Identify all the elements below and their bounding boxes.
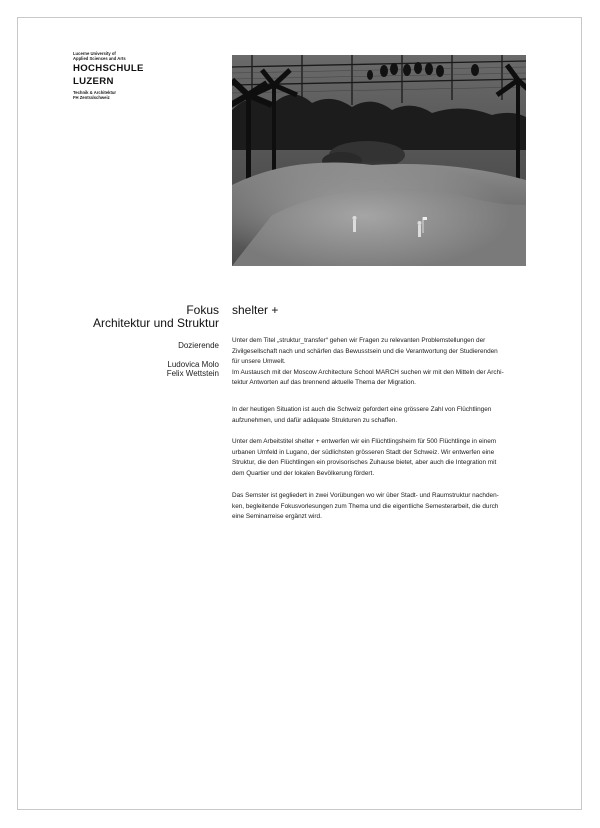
text-line: eine Seminarreise ergänzt wird. — [232, 513, 322, 521]
logo-tagline-1: Lucerne University of — [73, 51, 116, 56]
fokus-subject: Architektur und Struktur — [92, 316, 219, 330]
fokus-label: Fokus — [186, 303, 219, 317]
text-line: In der heutigen Situation ist auch die Schweiz gefordert eine grössere Zahl von Flüchtlingen — [232, 406, 492, 413]
text-line: Unter dem Titel „struktur_transfer“ gehen wir Fragen zu relevanten Problemstellungen der — [232, 337, 486, 344]
logo-name-1: HOCHSCHULE — [73, 63, 144, 74]
text-line: Das Semster ist gegliedert in zwei Vorübungen wo wir über Stadt- und Raumstruktur nachden- — [232, 492, 499, 499]
text-line: für unsere Umwelt. — [232, 358, 286, 366]
logo-department: Technik & Architektur — [73, 90, 117, 95]
text-line: ken, begleitende Fokusvorlesungen zum Thema und die eigentliche Semesterarbeit, die durch — [232, 502, 499, 510]
lecturers-heading: Dozierende — [178, 341, 219, 350]
project-title: shelter + — [232, 303, 279, 317]
text-line: Im Austausch mit der Moscow Architecture School MARCH suchen wir mit den Mitteln der Archi- — [232, 368, 504, 376]
text-line: urbanen Umfeld in Lugano, der südlichsten grösseren Stadt der Schweiz. Wir entwerfen eine — [232, 448, 495, 456]
text-line: aufzunehmen, und dafür adäquate Strukturen zu schaffen. — [232, 416, 398, 424]
text-line: tektur Antworten auf das brennend aktuelle Thema der Migration. — [232, 379, 416, 387]
logo-region: FH Zentralschweiz — [73, 95, 110, 101]
paragraph-situation — [232, 405, 532, 426]
logo-tagline-2: Applied Sciences and Arts — [73, 56, 126, 61]
text-line: Struktur, die den Flüchtlingen ein provisorisches Zuhause bietet, aber auch die Integration mit — [232, 459, 497, 467]
paragraph-intro — [232, 336, 532, 389]
lecturer-name: Felix Wettstein — [166, 369, 219, 378]
lecturer-name: Ludovica Molo — [167, 360, 219, 369]
header-photo — [232, 55, 526, 266]
text-line: dem Quartier und der lokalen Bevölkerung fördert. — [232, 469, 375, 477]
logo-name-2: LUZERN — [73, 76, 114, 87]
paragraph-semester — [232, 491, 532, 523]
text-line: Unter dem Arbeitstitel shelter + entwerfen wir ein Flüchtlingsheim für 500 Flüchtlinge in einem — [232, 438, 497, 445]
paragraph-project — [232, 437, 532, 479]
university-logo — [73, 51, 183, 100]
text-line: Zivilgesellschaft nach und schärfen das Bewusstsein und die Verantwortung der Studierenden — [232, 347, 498, 355]
